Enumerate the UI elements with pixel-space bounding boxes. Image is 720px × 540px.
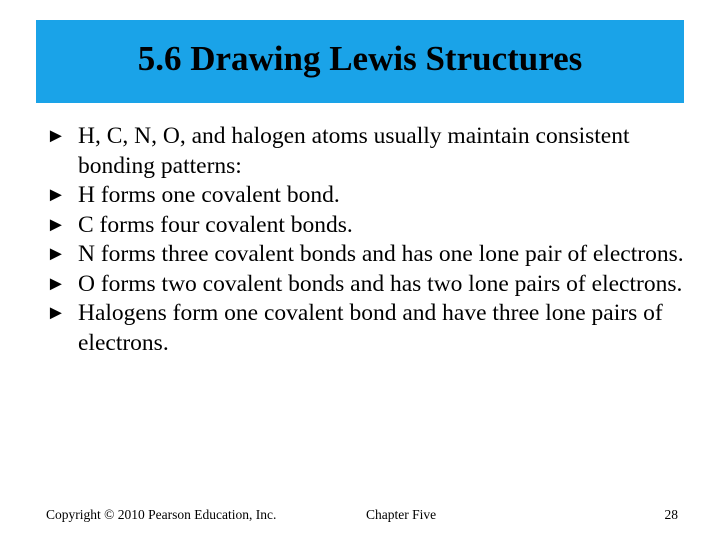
bullet-item xyxy=(46,181,686,211)
footer-copyright: Copyright © 2010 Pearson Education, Inc. xyxy=(46,507,277,522)
bullet-item xyxy=(46,299,686,358)
bullet-text: O forms two covalent bonds and has two lone pairs of electrons. xyxy=(78,270,683,297)
bullet-text: C forms four covalent bonds. xyxy=(78,211,353,238)
bullet-list xyxy=(46,122,686,358)
title-bar xyxy=(36,20,684,103)
bullet-text: Halogens form one covalent bond and have three lone pairs of electrons. xyxy=(78,300,663,356)
bullet-arrow-icon: ► xyxy=(46,125,66,147)
bullet-text: H, C, N, O, and halogen atoms usually maintain consistent bonding patterns: xyxy=(78,123,630,179)
bullet-arrow-icon: ► xyxy=(46,272,66,295)
bullet-arrow-icon: ► xyxy=(46,184,66,206)
bullet-arrow-icon: ► xyxy=(46,243,66,265)
slide-title: 5.6 Drawing Lewis Structures xyxy=(137,38,583,78)
bullet-item xyxy=(46,270,686,300)
bullet-text: H forms one covalent bond. xyxy=(78,182,340,208)
footer-page-number: 28 xyxy=(664,507,678,522)
bullet-arrow-icon: ► xyxy=(46,213,66,236)
bullet-arrow-icon: ► xyxy=(46,302,66,324)
bullet-text: N forms three covalent bonds and has one lone pair of electrons. xyxy=(78,241,684,267)
bullet-item xyxy=(46,122,686,181)
footer-chapter: Chapter Five xyxy=(366,507,437,522)
bullet-item xyxy=(46,240,686,270)
bullet-item xyxy=(46,211,686,241)
